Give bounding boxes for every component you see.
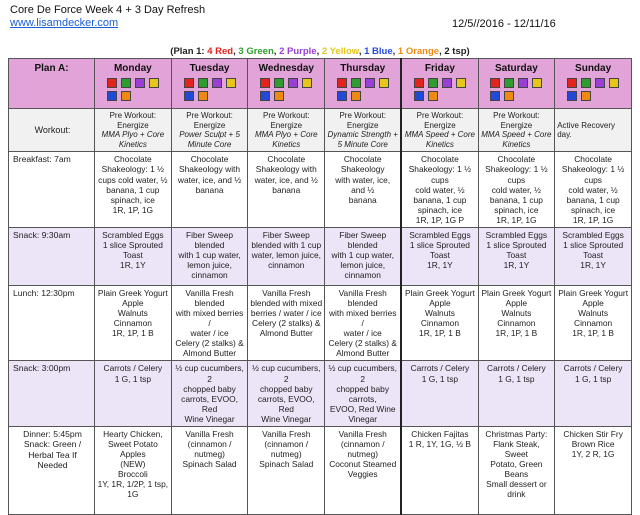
workout-cell-tuesday [171,109,248,152]
meal-line: 1R, 1P, 1G [112,204,154,215]
meal-line: 1R, 1Y [503,260,530,271]
portion-container-chip [581,78,591,88]
meal-line: Scrambled Eggs [485,229,548,240]
meal-line: Carrots / Celery [103,363,163,374]
meal-line: Chocolate [190,154,229,165]
meal-line: Vanilla Fresh [262,428,311,439]
portion-container-chip [504,91,514,101]
meal-line: cinnamon [191,270,228,281]
meal-line: 1R, 1P, 1 B [419,328,461,339]
meal-cell-monday [95,152,172,228]
website-link[interactable]: www.lisamdecker.com [10,17,119,29]
workout-title: Active Recovery day. [557,120,616,140]
meal-line: Small dessert or drink [486,479,547,500]
meal-line: Almond Butter [183,348,237,359]
workout-cell-thursday [325,109,402,152]
meal-line: carrots, EVOO, Red [181,393,238,414]
meal-line: with water, ice, and ½ [335,174,391,195]
meal-line: Chicken Stir Fry [563,428,623,439]
meal-cell-wednesday [248,426,325,514]
meal-cell-tuesday [171,426,248,514]
workout-row [9,109,632,152]
meal-row [9,426,632,514]
meal-line: Fiber Sweep [262,229,310,240]
meal-line: Celery (2 stalks) & [175,338,244,349]
meal-line: Broccoli [117,469,148,480]
meal-line: berries / water / ice [250,308,322,319]
meal-cell-wednesday [248,227,325,285]
meal-line: chopped baby [259,383,313,394]
meal-line: (cinnamon / nutmeg) [187,439,232,460]
meal-line: 1Y, 2 R, 1G [571,449,615,460]
plan-suffix: 2 tsp) [444,46,470,57]
meal-line: Vanilla Fresh [185,428,234,439]
portion-container-chip [260,91,270,101]
portion-container-chip [274,91,284,101]
day-name: Wednesday [258,63,314,74]
portion-container-chip [351,91,361,101]
meal-line: Plain Greek Yogurt [481,287,552,298]
meal-plan-table-wrapper [8,58,632,500]
portion-chips [404,78,475,101]
meal-line: Wine Vinegar [184,413,235,424]
workout-title: Pre Workout: Energize [339,111,386,130]
portion-container-chip [567,78,577,88]
meal-line: Flank Steak, Sweet [493,439,540,460]
meal-cell-thursday [325,361,402,426]
plan-part-2: 2 Purple [279,46,317,57]
page-title: Core De Force Week 4 + 3 Day Refresh [10,4,206,16]
portion-container-chip [121,78,131,88]
portion-chips [174,78,246,101]
meal-line: with mixed berries / [175,308,244,329]
meal-line: water, lemon juice, [251,250,321,261]
portion-container-chip [135,78,145,88]
workout-title: Pre Workout: Energize [186,111,233,130]
meal-plan-table [8,58,632,515]
day-name: Monday [113,63,152,74]
meal-line: Chocolate [267,154,306,165]
meal-line: lemon juice, cinnamon [340,260,386,281]
meal-line: 1R, 1Y [580,260,606,271]
workout-cell-wednesday [248,109,325,152]
meal-line: Almond Butter [336,348,390,359]
meal-cell-saturday [478,285,555,361]
meal-line: Walnuts [117,308,148,319]
meal-line: ½ cup cucumbers, 2 [328,363,397,384]
portion-container-chip [609,78,619,88]
meal-line: Scrambled Eggs [562,229,624,240]
portion-chips [327,78,398,101]
meal-line: 1R, 1Y [120,260,146,271]
portion-container-chip [226,78,236,88]
meal-line: cinnamon [268,260,305,271]
meal-cell-wednesday [248,285,325,361]
meal-line: Plain Greek Yogurt [404,287,475,298]
plan-summary [0,46,640,57]
meal-line: 1R, 1P, 1 B [572,328,614,339]
workout-cell-monday [95,109,172,152]
meal-line: carrots, EVOO, Red [257,393,315,414]
meal-cell-thursday [325,152,402,228]
portion-container-chip [260,78,270,88]
portion-chips [481,78,553,101]
workout-cell-friday [401,109,478,152]
meal-cell-saturday [478,227,555,285]
meal-line: Chocolate [113,154,152,165]
meal-cell-sunday [555,426,632,514]
meal-line: 1 G, 1 tsp [114,373,151,384]
meal-line: Wine Vinegar [261,413,312,424]
meal-line: blended with mixed [250,298,323,308]
meal-line: Chocolate [574,154,612,165]
portion-container-chip [184,91,194,101]
meal-line: cold water, ½ [415,184,465,195]
meal-line: 1 slice Sprouted [102,240,163,250]
workout-program: MMA Plyo + Core Kinetics [101,130,165,149]
portion-chips [97,78,169,101]
portion-container-chip [274,78,284,88]
meal-line: Walnuts [501,308,532,319]
meal-cell-wednesday [248,152,325,228]
meal-line: chopped baby [183,383,236,394]
meal-line: 1R, 1P, 1 B [111,328,154,339]
meal-line: Carrots / Celery [410,363,470,374]
portion-container-chip [518,78,528,88]
plan-label: Plan A: [9,59,95,109]
meal-line: 1G [127,489,139,500]
meal-cell-tuesday [171,361,248,426]
meal-line: Scrambled Eggs [102,229,164,240]
meal-line: with 1 cup water, [331,250,394,261]
workout-program: Power Sculpt + 5 Minute Core [179,130,240,149]
plan-part-4: 1 Blue [364,46,393,57]
day-header-tuesday [171,59,248,109]
meal-line: spinach, ice [417,204,463,215]
meal-row [9,285,632,361]
workout-program: MMA Plyo + Core Kinetics [254,130,318,149]
meal-line: Carrots / Celery [563,363,623,374]
meal-line: Walnuts [424,308,455,319]
meal-line: Chocolate [497,154,536,165]
day-name: Thursday [340,63,386,74]
meal-line: Vanilla Fresh blended [338,287,387,308]
meal-line: Shakeology with [255,164,317,175]
plan-prefix: (Plan 1: [170,46,208,57]
portion-container-chip [490,78,500,88]
meal-cell-saturday [478,361,555,426]
portion-container-chip [121,91,131,101]
meal-cell-thursday [325,227,402,285]
portion-container-chip [532,78,542,88]
meal-line: Apple [429,298,451,308]
meal-cell-monday [95,227,172,285]
meal-line: Celery (2 stalks) & [328,338,397,349]
meal-cell-sunday [555,227,632,285]
meal-line: Cinnamon [497,318,536,329]
meal-line: water / ice [343,328,382,339]
workout-cell-saturday [478,109,555,152]
meal-line: 1 G, 1 tsp [574,373,612,384]
meal-line: 1R, 1P, 1G [496,214,537,225]
meal-line: 1Y, 1R, 1/2P, 1 tsp, [97,479,169,490]
meal-line: Vanilla Fresh [338,428,387,439]
meal-cell-tuesday [171,285,248,361]
meal-line: lemon juice, [187,260,232,271]
meal-line: with 1 cup water, [178,250,241,261]
meal-line: Walnuts [578,308,609,319]
portion-container-chip [107,91,117,101]
day-header-wednesday [248,59,325,109]
meal-line: banana, 1 cup [489,194,543,205]
meal-cell-friday [401,361,478,426]
portion-container-chip [198,91,208,101]
meal-line: Cinnamon [420,318,459,329]
meal-cell-wednesday [248,361,325,426]
day-name: Friday [424,63,455,74]
plan-part-1: 3 Green [238,46,274,57]
portion-container-chip [504,78,514,88]
meal-line: Vanilla Fresh [262,287,311,298]
meal-cell-friday [401,285,478,361]
meal-line: Fiber Sweep blended [339,229,387,250]
meal-line: ½ cup cucumbers, 2 [175,363,244,384]
plan-part-3: 2 Yellow [321,46,359,57]
meal-cell-friday [401,426,478,514]
day-header-friday [401,59,478,109]
meal-line: Veggies [347,469,378,480]
meal-line: Christmas Party: [485,428,548,439]
meal-line: water / ice [190,328,229,339]
portion-container-chip [567,91,577,101]
meal-cell-tuesday [171,227,248,285]
day-header-row [9,59,632,109]
meal-line: Apple [122,298,144,308]
meal-line: Cinnamon [574,318,613,329]
meal-row [9,361,632,426]
portion-container-chip [379,78,389,88]
meal-cell-monday [95,285,172,361]
plan-part-5: 1 Orange [397,46,440,57]
meal-cell-saturday [478,152,555,228]
meal-line: Brown Rice [571,439,615,450]
meal-cell-thursday [325,426,402,514]
day-header-monday [95,59,172,109]
workout-program: MMA Speed + Core Kinetics [404,130,475,149]
meal-line: Apple [505,298,528,308]
portion-chips [250,78,322,101]
meal-label: Dinner: 5:45pm Snack: Green / Herbal Tea If Needed [9,426,95,514]
meal-line: 1R, 1P, 1 B [495,328,538,339]
portion-container-chip [581,91,591,101]
meal-line: Fiber Sweep blended [186,229,234,250]
meal-line: Chicken Fajitas [411,428,469,439]
date-range: 12/5//2016 - 12/11/16 [452,18,556,30]
meal-line: Chocolate Shakeology [340,154,385,175]
workout-title: Pre Workout: Energize [416,111,464,130]
meal-cell-thursday [325,285,402,361]
plan-parts: 4 Red, 3 Green, 2 Purple, 2 Yellow, 1 Blue, 1 Orange, [207,46,445,57]
meal-line: water, ice, and ½ [177,174,242,185]
workout-program: MMA Speed + Core Kinetics [481,130,552,149]
meal-line: ½ cup cucumbers, 2 [252,363,321,384]
meal-line: Shakeology: 1 ½ cups [561,164,625,185]
meal-line: Spinach Salad [182,459,237,470]
meal-line: banana [195,184,224,195]
meal-line: Almond Butter [259,328,313,339]
meal-line: banana, 1 cup [566,194,620,205]
meal-cell-sunday [555,152,632,228]
meal-line: banana [348,194,377,205]
portion-container-chip [337,91,347,101]
meal-line: cold water, ½ [491,184,542,195]
meal-line: 1R, 1P, 1G [572,214,614,225]
meal-line: Celery (2 stalks) & [252,318,321,329]
meal-line: Sweet Potato Apples [107,439,158,460]
meal-line: (cinnamon / nutmeg) [340,439,385,460]
meal-line: 1 G, 1 tsp [421,373,459,384]
meal-cell-sunday [555,361,632,426]
portion-container-chip [149,78,159,88]
meal-line: (NEW) [120,459,146,470]
day-header-sunday [555,59,632,109]
workout-label: Workout: [9,109,95,152]
meal-line: 1 R, 1Y, 1G, ½ B [408,439,472,450]
meal-line: Hearty Chicken, [103,428,163,439]
portion-container-chip [198,78,208,88]
portion-container-chip [184,78,194,88]
meal-cell-friday [401,152,478,228]
meal-line: water, ice, and ½ [254,174,318,185]
meal-cell-saturday [478,426,555,514]
meal-cell-monday [95,361,172,426]
portion-container-chip [490,91,500,101]
meal-line: Potato, Green Beans [490,459,543,480]
meal-rows [9,109,632,515]
portion-container-chip [414,91,424,101]
meal-line: Coconut Steamed [329,459,397,470]
meal-label: Snack: 9:30am [9,227,95,285]
meal-line: cups cold water, ½ [98,174,168,185]
meal-line: Shakeology: 1 ½ cups [408,164,472,185]
meal-line: cold water, ½ [568,184,618,195]
meal-line: banana, 1 cup [106,184,160,195]
meal-line: spinach, ice [110,194,155,205]
portion-chips [557,78,629,101]
meal-row [9,152,632,228]
meal-line: Cinnamon [113,318,152,329]
day-name: Saturday [494,63,538,74]
meal-line: 1 slice Sprouted Toast [486,240,547,261]
meal-cell-friday [401,227,478,285]
portion-container-chip [212,78,222,88]
meal-line: EVOO, Red Wine [329,403,396,414]
meal-line: (cinnamon / nutmeg) [264,439,309,460]
meal-line: spinach, ice [494,204,539,215]
day-header-thursday [325,59,402,109]
meal-row [9,227,632,285]
plan-part-0: 4 Red [207,46,234,57]
meal-line: 1 slice Sprouted Toast [563,240,624,261]
day-name: Tuesday [189,63,230,74]
meal-line: Vinegar [348,413,378,424]
meal-line: Scrambled Eggs [409,229,471,240]
portion-container-chip [107,78,117,88]
meal-line: Carrots / Celery [487,363,546,374]
meal-line: banana [272,184,301,195]
portion-container-chip [428,91,438,101]
meal-line: Shakeology: 1 ½ [101,164,165,175]
meal-line: Plain Greek Yogurt [97,287,168,298]
portion-container-chip [351,78,361,88]
portion-container-chip [288,78,298,88]
meal-label: Breakfast: 7am [9,152,95,228]
meal-line: Shakeology: 1 ½ cups [485,164,548,185]
portion-container-chip [428,78,438,88]
meal-cell-sunday [555,285,632,361]
meal-line: with mixed berries / [328,308,397,329]
meal-line: 1R, 1P, 1G P [415,214,465,225]
portion-container-chip [365,78,375,88]
meal-label: Lunch: 12:30pm [9,285,95,361]
workout-program: Dynamic Strength + 5 Minute Core [327,130,398,149]
workout-title: Pre Workout: Energize [262,111,310,130]
meal-line: chopped baby carrots, [336,383,390,404]
meal-line: 1 G, 1 tsp [498,373,535,384]
portion-container-chip [456,78,466,88]
meal-line: 1 slice Sprouted Toast [409,240,470,261]
meal-line: Shakeology with [179,164,241,175]
meal-cell-tuesday [171,152,248,228]
meal-line: 1R, 1Y [427,260,453,271]
workout-title: Pre Workout: Energize [493,111,540,130]
portion-container-chip [302,78,312,88]
portion-container-chip [442,78,452,88]
day-name: Sunday [575,63,612,74]
portion-container-chip [337,78,347,88]
portion-container-chip [595,78,605,88]
workout-title: Pre Workout: Energize [109,111,157,130]
meal-line: blended with 1 cup [251,240,322,250]
meal-line: Plain Greek Yogurt [558,287,629,298]
workout-cell-sunday [555,109,632,152]
meal-line: Vanilla Fresh blended [185,287,234,308]
meal-label: Snack: 3:00pm [9,361,95,426]
meal-line: Chocolate [421,154,459,165]
day-header-saturday [478,59,555,109]
meal-line: banana, 1 cup [413,194,467,205]
meal-line: spinach, ice [570,204,616,215]
meal-line: Spinach Salad [259,459,314,470]
meal-line: Toast [122,250,143,261]
meal-line: Apple [582,298,604,308]
meal-cell-monday [95,426,172,514]
portion-container-chip [414,78,424,88]
